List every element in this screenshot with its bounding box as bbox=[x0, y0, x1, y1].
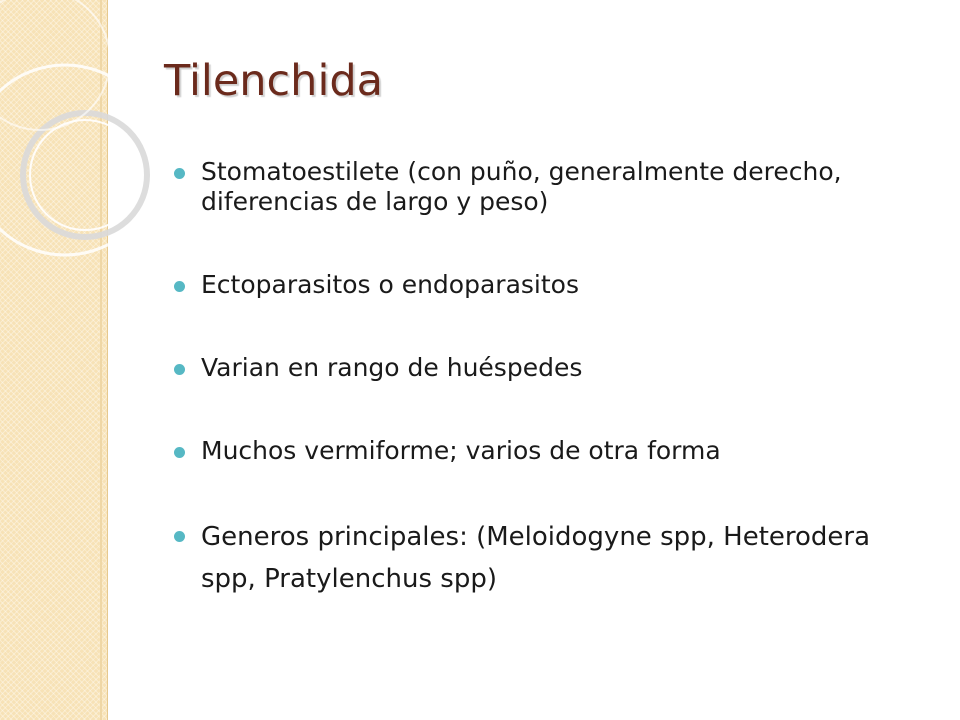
bullet-list bbox=[172, 157, 912, 600]
bullet-icon bbox=[174, 281, 185, 292]
decorative-rings-icon bbox=[0, 0, 170, 270]
bullet-item bbox=[172, 270, 912, 300]
bullet-item bbox=[172, 353, 912, 383]
bullet-item bbox=[172, 436, 912, 466]
bullet-icon bbox=[174, 447, 185, 458]
bullet-item bbox=[172, 157, 912, 217]
bullet-text: Varian en rango de huéspedes bbox=[201, 353, 583, 382]
bullet-icon bbox=[174, 168, 185, 179]
bullet-text: Ectoparasitos o endoparasitos bbox=[201, 270, 579, 299]
bullet-icon bbox=[174, 364, 185, 375]
bullet-text: Muchos vermiforme; varios de otra forma bbox=[201, 436, 721, 465]
slide-title: Tilenchida bbox=[164, 56, 384, 106]
bullet-item bbox=[172, 516, 912, 600]
bullet-icon bbox=[174, 531, 185, 542]
bullet-text: Stomatoestilete (con puño, generalmente derecho, diferencias de largo y peso) bbox=[201, 157, 842, 216]
bullet-text: Generos principales: (Meloidogyne spp, Heterodera spp, Pratylenchus spp) bbox=[201, 522, 871, 594]
